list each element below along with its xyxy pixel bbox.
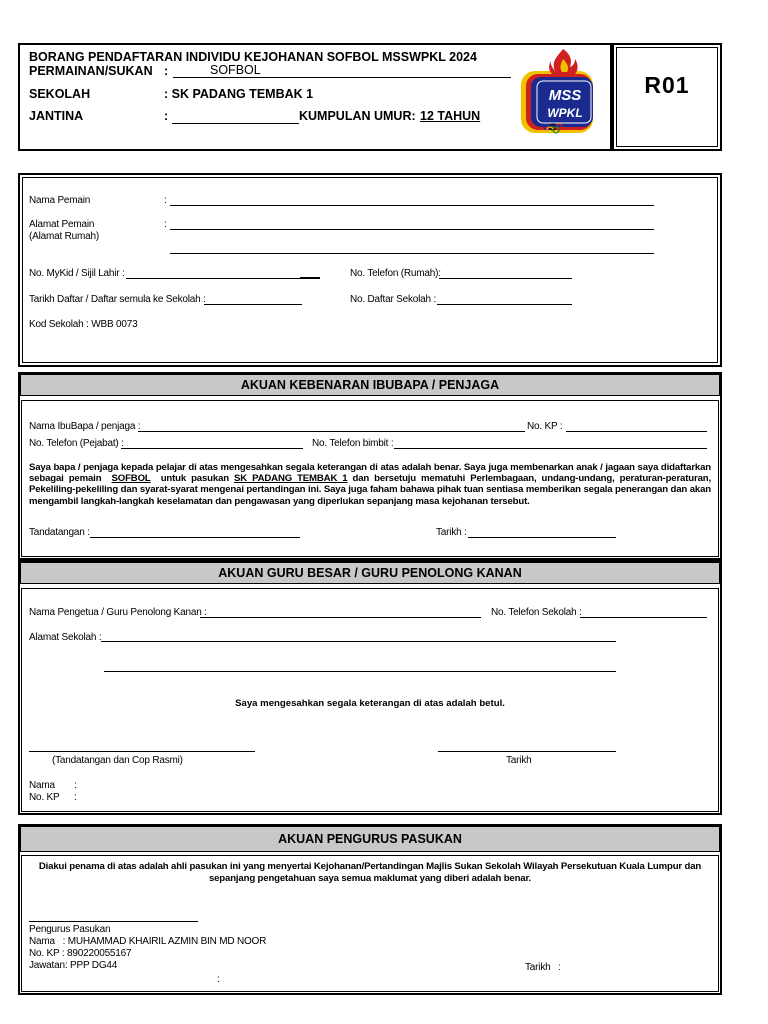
sekolah-value[interactable]: : SK PADANG TEMBAK 1 bbox=[164, 87, 314, 101]
manager-banner: AKUAN PENGURUS PASUKAN bbox=[20, 826, 720, 852]
parent-banner: AKUAN KEBENARAN IBUBAPA / PENJAGA bbox=[20, 374, 720, 396]
tandatangan-field[interactable] bbox=[90, 537, 300, 538]
kumpulan-label: KUMPULAN UMUR: bbox=[299, 109, 416, 123]
alamat-pemain-label: Alamat Pemain bbox=[29, 219, 95, 230]
msswpkl-logo-icon bbox=[517, 45, 601, 135]
tel-pejabat-label: No. Telefon (Pejabat) : bbox=[29, 438, 124, 449]
jantina-colon: : bbox=[164, 109, 169, 123]
headmaster-banner: AKUAN GURU BESAR / GURU PENOLONG KANAN bbox=[20, 562, 720, 584]
alamat-sekolah-field-2[interactable] bbox=[104, 671, 616, 672]
headmaster-tarikh-line[interactable] bbox=[438, 751, 616, 752]
headmaster-sign-label: (Tandatangan dan Cop Rasmi) bbox=[52, 755, 183, 766]
hm-kp-colon: : bbox=[74, 792, 77, 803]
manager-jawatan: Jawatan: PPP DG44 bbox=[29, 960, 118, 971]
nama-pemain-label: Nama Pemain bbox=[29, 195, 91, 206]
jantina-label: JANTINA bbox=[29, 109, 84, 123]
no-daftar-field[interactable] bbox=[437, 304, 572, 305]
no-daftar-label: No. Daftar Sekolah : bbox=[350, 294, 437, 305]
logo-text-1: MSS bbox=[548, 87, 582, 104]
nama-ibubapa-label: Nama IbuBapa / penjaga : bbox=[29, 421, 141, 432]
alamat-sekolah-label: Alamat Sekolah : bbox=[29, 632, 102, 643]
manager-nama: Nama : MUHAMMAD KHAIRIL AZMIN BIN MD NOOR bbox=[29, 936, 267, 947]
para-sport: SOFBOL bbox=[111, 473, 151, 485]
pengetua-label: Nama Pengetua / Guru Penolong Kanan : bbox=[29, 607, 207, 618]
manager-colon: : bbox=[217, 974, 220, 985]
tarikh-daftar-field[interactable] bbox=[204, 304, 302, 305]
tel-sekolah-field[interactable] bbox=[580, 617, 707, 618]
tandatangan-label: Tandatangan : bbox=[29, 527, 90, 538]
alamat-field-2[interactable] bbox=[170, 253, 654, 254]
form-title: BORANG PENDAFTARAN INDIVIDU KEJOHANAN SOFBOL MSSWPKL 2024 bbox=[29, 50, 477, 64]
alamat-rumah-label: (Alamat Rumah) bbox=[29, 231, 99, 242]
headmaster-statement: Saya mengesahkan segala keterangan di atas adalah betul. bbox=[235, 698, 505, 709]
tarikh-daftar-label: Tarikh Daftar / Daftar semula ke Sekolah : bbox=[29, 294, 206, 305]
logo-text-2: WPKL bbox=[547, 106, 583, 120]
no-kp-label: No. KP : bbox=[527, 421, 563, 432]
mykid-underline bbox=[300, 277, 320, 278]
kumpulan-value[interactable]: 12 TAHUN bbox=[420, 109, 481, 123]
no-kp-field[interactable] bbox=[566, 431, 707, 432]
manager-sign-line[interactable] bbox=[29, 921, 198, 922]
headmaster-kp-label: No. KP bbox=[29, 792, 60, 803]
tel-bimbit-field[interactable] bbox=[394, 448, 707, 449]
headmaster-tarikh-label: Tarikh bbox=[506, 755, 532, 766]
tel-pejabat-field[interactable] bbox=[121, 448, 303, 449]
parent-declaration: Saya bapa / penjaga kepada pelajar di atas mengesahkan segala keterangan di atas adalah benar. Saya juga membenarkan anak / jagaan saya didaftarkan sebagai pemain SOFBOL untuk pasukan SK PADANG TEMBAK 1 dan bersetuju mematuhi Perlembagaan, undang-undang, peraturan-peraturan, Pekeliling-pekeliling dan syarat-syarat mengenai pertandingan ini. Saya juga faham bahawa pihak tuan sentiasa memberikan segala penerangan dan akan mengambil langkah-langkah keselamatan dan pengawasan yang diperlukan sepanjang masa kejohanan tersebut. bbox=[29, 462, 711, 507]
nama-colon: : bbox=[164, 195, 167, 206]
alamat-field-1[interactable] bbox=[170, 229, 654, 230]
tel-bimbit-label: No. Telefon bimbit : bbox=[312, 438, 394, 449]
permainan-value[interactable]: SOFBOL bbox=[210, 63, 261, 77]
mykid-label: No. MyKid / Sijil Lahir : bbox=[29, 268, 125, 279]
manager-kp: No. KP : 890220055167 bbox=[29, 948, 132, 959]
nama-pemain-field[interactable] bbox=[170, 205, 654, 206]
kod-sekolah: Kod Sekolah : WBB 0073 bbox=[29, 319, 138, 330]
alamat-sekolah-field-1[interactable] bbox=[101, 641, 616, 642]
manager-statement: Diakui penama di atas adalah ahli pasukan ini yang menyertai Kejohanan/Pertandingan Majlis Sukan Sekolah Wilayah Persekutuan Kuala Lumpur dan sepanjang pengetahuan saya semua maklumat yang diberi adalah benar. bbox=[38, 861, 702, 884]
telefon-rumah-label: No. Telefon (Rumah): bbox=[350, 268, 441, 279]
form-code: R01 bbox=[644, 72, 690, 98]
sekolah-label: SEKOLAH bbox=[29, 87, 91, 101]
parent-tarikh-label: Tarikh : bbox=[436, 527, 467, 538]
headmaster-nama-label: Nama bbox=[29, 780, 55, 791]
tel-sekolah-label: No. Telefon Sekolah : bbox=[491, 607, 582, 618]
mykid-field[interactable] bbox=[126, 278, 320, 279]
telefon-rumah-field[interactable] bbox=[439, 278, 572, 279]
permainan-colon: : bbox=[164, 64, 169, 78]
permainan-label: PERMAINAN/SUKAN bbox=[29, 64, 153, 78]
headmaster-sign-line[interactable] bbox=[29, 751, 255, 752]
pengetua-field[interactable] bbox=[200, 617, 481, 618]
permainan-line bbox=[173, 77, 511, 78]
para-school: SK PADANG TEMBAK 1 bbox=[234, 473, 348, 485]
manager-role: Pengurus Pasukan bbox=[29, 924, 111, 935]
manager-tarikh-label: Tarikh : bbox=[525, 962, 561, 973]
nama-ibubapa-field[interactable] bbox=[138, 431, 525, 432]
hm-nama-colon: : bbox=[74, 780, 77, 791]
parent-tarikh-field[interactable] bbox=[468, 537, 616, 538]
alamat-colon: : bbox=[164, 219, 167, 230]
jantina-line[interactable] bbox=[172, 123, 299, 124]
